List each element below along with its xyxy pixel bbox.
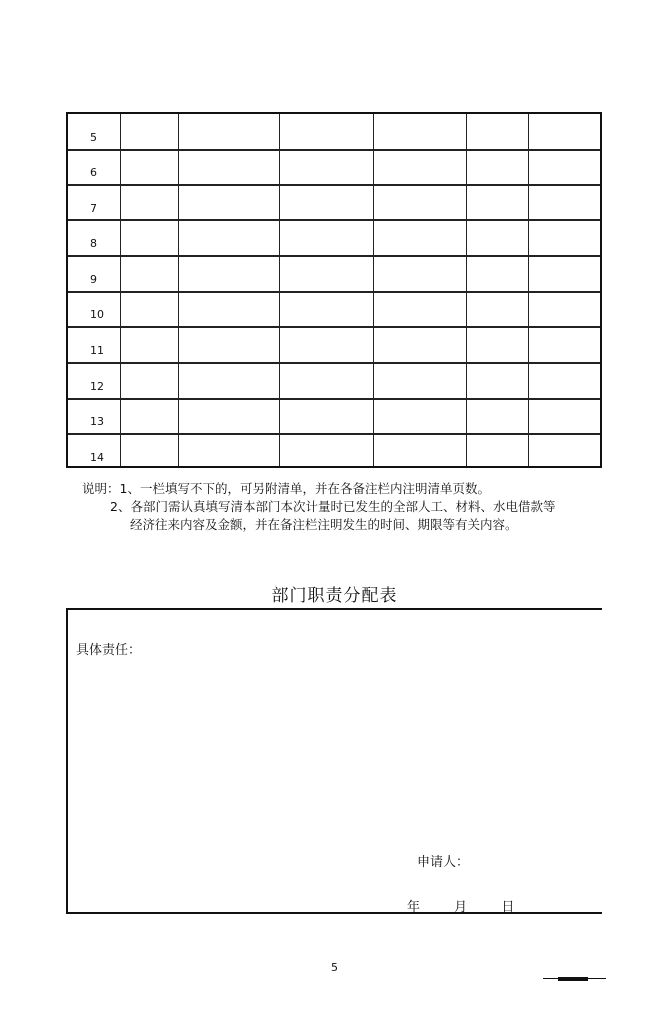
note-line-1: 说明：1、一栏填写不下的，可另附清单，并在各备注栏内注明清单页数。 [82,481,490,496]
page-number: 5 [331,961,338,974]
table-column-divider [178,114,179,466]
table-column-divider [373,114,374,466]
table-row-divider [68,219,600,221]
table-row-divider [68,326,600,328]
row-number: 9 [90,273,97,286]
table-column-divider [120,114,121,466]
table-row-divider [68,184,600,186]
table-row-divider [68,398,600,400]
table-column-divider [279,114,280,466]
responsibility-label: 具体责任： [76,643,142,658]
table-row-divider [68,291,600,293]
row-number: 12 [90,380,104,393]
row-number: 14 [90,451,104,464]
table-row-divider [68,362,600,364]
row-number: 13 [90,415,104,428]
row-number: 5 [90,131,97,144]
table-row-divider [68,433,600,435]
row-number: 7 [90,202,97,215]
table-column-divider [528,114,529,466]
row-number: 11 [90,344,104,357]
expense-table [66,112,602,468]
date-year-label: 年 [407,900,421,915]
date-day-label: 日 [501,900,515,915]
footer-mark [543,978,606,979]
note-line-2: 2、各部门需认真填写清本部门本次计量时已发生的全部人工、材料、水电借款等 [110,499,556,514]
row-number: 8 [90,237,97,250]
date-line [407,896,530,915]
table-row-divider [68,149,600,151]
section-title: 部门职责分配表 [271,586,398,606]
responsibility-box [66,608,602,914]
box-border-left [66,608,68,914]
table-row-divider [68,255,600,257]
applicant-label: 申请人： [417,855,470,870]
row-number: 6 [90,166,97,179]
table-column-divider [466,114,467,466]
box-border-top [66,608,602,610]
table-notes [82,480,555,534]
date-month-label: 月 [454,900,468,915]
note-line-3: 经济往来内容及金额，并在备注栏注明发生的时间、期限等有关内容。 [130,517,518,532]
row-number: 10 [90,308,104,321]
